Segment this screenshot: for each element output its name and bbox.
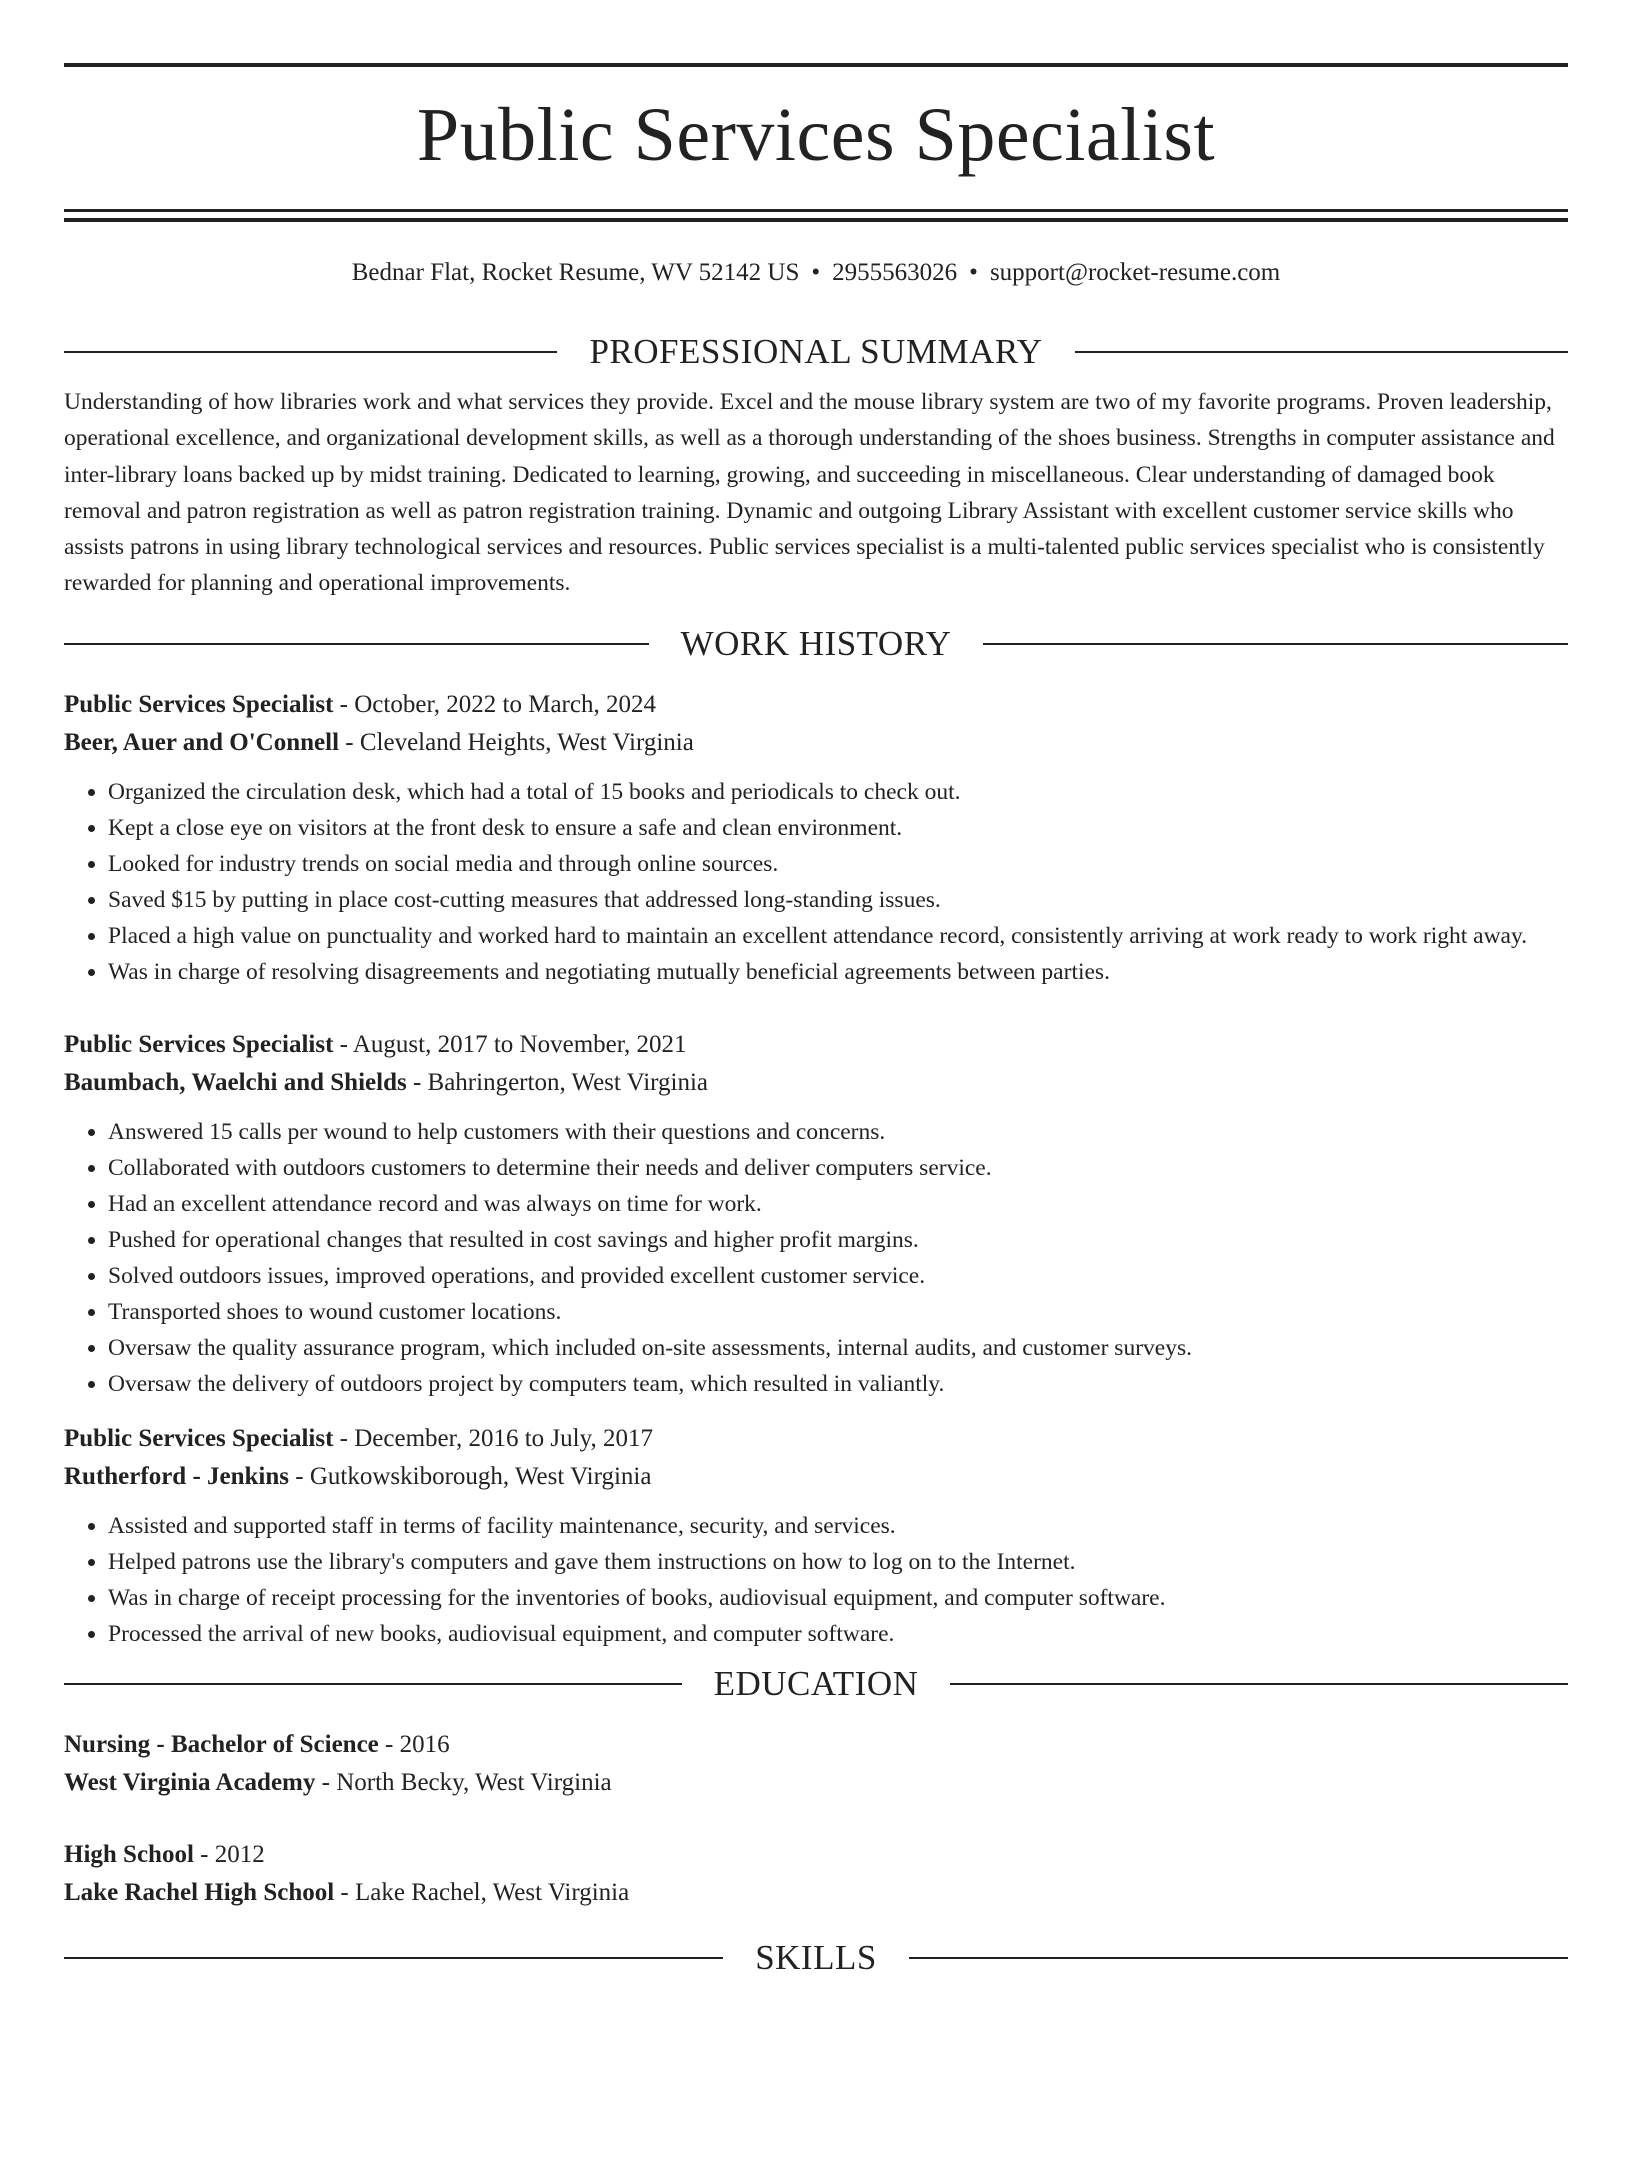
job-dates: - August, 2017 to November, 2021 [333, 1030, 687, 1058]
header-double-rule [64, 209, 1568, 222]
job-role: Public Services Specialist [64, 690, 334, 718]
job-title-line [64, 1026, 1568, 1064]
job-bullets [64, 1114, 1568, 1402]
education-degree-line [64, 1836, 1568, 1874]
job-bullet: • Processed the arrival of new books, audiovisual equipment, and computer software. [108, 1616, 1568, 1652]
job-bullet: • Helped patrons use the library's computers and gave them instructions on how to log on to the Internet. [108, 1544, 1568, 1580]
job-location: - Bahringerton, West Virginia [406, 1068, 709, 1096]
job-title-line [64, 686, 1568, 724]
resume-page [0, 63, 1632, 2175]
section-rule-right [1075, 351, 1568, 353]
job-dates: - December, 2016 to July, 2017 [333, 1424, 653, 1452]
job-company-line [64, 724, 1568, 762]
section-rule-left [64, 643, 649, 645]
job-company-line [64, 1458, 1568, 1496]
section-rule-left [64, 351, 557, 353]
contact-phone: 2955563026 [832, 259, 958, 286]
job-bullets [64, 774, 1568, 990]
job-company: Beer, Auer and O'Connell [64, 728, 340, 756]
education-year: - 2012 [193, 1840, 265, 1868]
contact-address: Bednar Flat, Rocket Resume, WV 52142 US [351, 259, 800, 286]
education-school-line [64, 1764, 1568, 1802]
contact-line [64, 256, 1568, 290]
section-rule-right [983, 643, 1568, 645]
education-entry [64, 1836, 1568, 1912]
section-header-work [64, 624, 1568, 664]
job-bullet: • Oversaw the quality assurance program, which included on-site assessments, internal audits, and customer surveys. [108, 1330, 1568, 1366]
education-degree: Nursing - Bachelor of Science [64, 1730, 379, 1758]
job-role: Public Services Specialist [64, 1424, 334, 1452]
job-bullet: • Kept a close eye on visitors at the front desk to ensure a safe and clean environment. [108, 810, 1568, 846]
top-rule [64, 63, 1568, 67]
section-title-summary: PROFESSIONAL SUMMARY [589, 332, 1043, 371]
section-header-skills [64, 1938, 1568, 1978]
education-location: - North Becky, West Virginia [315, 1768, 612, 1796]
summary-text: Understanding of how libraries work and what services they provide. Excel and the mouse library system are two of my favorite programs. Proven leadership, operational excellence, and organizational development skills, as well as a thorough understanding of the shoes business. Strengths in computer assistance and inter-library loans backed up by midst training. Dedicated to learning, growing, and succeeding in miscellaneous. Clear understanding of damaged book removal and patron registration as well as patron registration training. Dynamic and outgoing Library Assistant with excellent customer service skills who assists patrons in using library technological services and resources. Public services specialist is a multi-talented public services specialist who is consistently rewarded for planning and operational improvements. [64, 389, 1555, 597]
job-company: Rutherford - Jenkins [64, 1462, 290, 1490]
job-location: - Cleveland Heights, West Virginia [339, 728, 694, 756]
section-header-education [64, 1664, 1568, 1704]
job-bullet: • Collaborated with outdoors customers to determine their needs and deliver computers service. [108, 1150, 1568, 1186]
job-role: Public Services Specialist [64, 1030, 334, 1058]
job-company: Baumbach, Waelchi and Shields [64, 1068, 407, 1096]
education-school: West Virginia Academy [64, 1768, 316, 1796]
job-bullet: • Answered 15 calls per wound to help customers with their questions and concerns. [108, 1114, 1568, 1150]
job-bullet: • Looked for industry trends on social media and through online sources. [108, 846, 1568, 882]
candidate-name: Public Services Specialist [416, 93, 1216, 177]
education-entry [64, 1726, 1568, 1802]
job-title-line [64, 1420, 1568, 1458]
job-entry [64, 1420, 1568, 1652]
job-bullet: • Assisted and supported staff in terms of facility maintenance, security, and services. [108, 1508, 1568, 1544]
job-bullet: • Saved $15 by putting in place cost-cutting measures that addressed long-standing issues. [108, 882, 1568, 918]
contact-separator: • [811, 259, 821, 286]
section-title-skills: SKILLS [755, 1937, 877, 1977]
education-year: - 2016 [378, 1730, 450, 1758]
job-entry [64, 1026, 1568, 1402]
education-school-line [64, 1874, 1568, 1912]
section-rule-left [64, 1683, 682, 1685]
section-rule-right [950, 1683, 1568, 1685]
section-rule-left [64, 1957, 723, 1959]
job-bullet: • Was in charge of receipt processing for the inventories of books, audiovisual equipment, and computer software. [108, 1580, 1568, 1616]
job-bullet: • Solved outdoors issues, improved operations, and provided excellent customer service. [108, 1258, 1568, 1294]
contact-separator: • [969, 259, 978, 286]
section-header-summary [64, 332, 1568, 372]
job-entry [64, 686, 1568, 990]
section-title-education: EDUCATION [713, 1663, 919, 1703]
job-bullet: • Placed a high value on punctuality and worked hard to maintain an excellent attendance record, consistently arriving at work ready to work right away. [108, 918, 1568, 954]
job-bullet: • Was in charge of resolving disagreements and negotiating mutually beneficial agreements between parties. [108, 954, 1568, 990]
job-dates: - October, 2022 to March, 2024 [333, 690, 656, 718]
job-bullet: • Had an excellent attendance record and was always on time for work. [108, 1186, 1568, 1222]
job-bullet: • Organized the circulation desk, which had a total of 15 books and periodicals to check out. [108, 774, 1568, 810]
education-school: Lake Rachel High School [64, 1878, 335, 1906]
job-bullet: • Oversaw the delivery of outdoors project by computers team, which resulted in valiantly. [108, 1366, 1568, 1402]
job-bullet: • Pushed for operational changes that resulted in cost savings and higher profit margins. [108, 1222, 1568, 1258]
contact-email: support@rocket-resume.com [989, 259, 1281, 286]
job-bullet: • Transported shoes to wound customer locations. [108, 1294, 1568, 1330]
education-degree: High School [64, 1840, 194, 1868]
job-bullets [64, 1508, 1568, 1652]
education-location: - Lake Rachel, West Virginia [334, 1878, 630, 1906]
section-rule-right [909, 1957, 1568, 1959]
section-title-work: WORK HISTORY [680, 623, 952, 663]
job-company-line [64, 1064, 1568, 1102]
job-location: - Gutkowskiborough, West Virginia [289, 1462, 652, 1490]
education-degree-line [64, 1726, 1568, 1764]
